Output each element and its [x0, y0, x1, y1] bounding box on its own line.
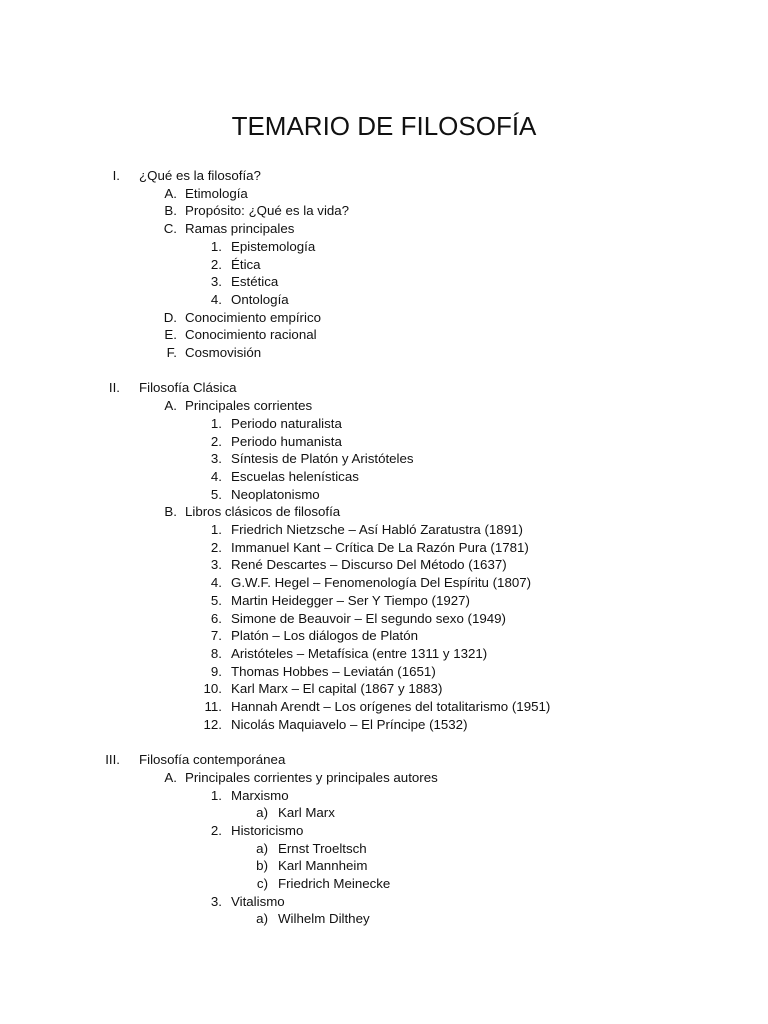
- subsection-text: Conocimiento empírico: [185, 309, 321, 325]
- item-text: Friedrich Nietzsche – Así Habló Zaratustra (1891): [231, 522, 523, 537]
- subsection-marker: C.: [163, 221, 177, 237]
- item-text: Aristóteles – Metafísica (entre 1311 y 1321): [231, 645, 488, 661]
- subsection-text: Etimología: [185, 185, 248, 201]
- item-text: Vitalismo: [231, 893, 285, 909]
- section-text: ¿Qué es la filosofía?: [139, 168, 261, 183]
- item-text: Marxismo: [231, 787, 289, 803]
- item-text: Nicolás Maquiavelo – El Príncipe (1532): [231, 716, 468, 732]
- item-text: Epistemología: [231, 238, 316, 254]
- subsection-marker: F.: [166, 345, 177, 360]
- item-marker: 3.: [210, 893, 222, 909]
- subsection-marker: B.: [164, 203, 177, 219]
- subitem-marker: a): [256, 840, 268, 856]
- item-marker: 9.: [210, 663, 222, 679]
- item-marker: 5.: [210, 592, 222, 608]
- item-text: Thomas Hobbes – Leviatán (1651): [231, 663, 436, 679]
- subsection-text: Conocimiento racional: [185, 327, 317, 343]
- subsection-marker: E.: [164, 327, 177, 343]
- item-text: Periodo naturalista: [231, 415, 342, 431]
- subsection-marker: A.: [164, 398, 177, 414]
- item-marker: 3.: [210, 451, 222, 467]
- item-marker: 2.: [210, 433, 222, 449]
- subsection-text: Principales corrientes y principales autores: [185, 769, 438, 785]
- section-text: Filosofía Clásica: [139, 380, 237, 396]
- item-text: Escuelas helenísticas: [231, 468, 359, 484]
- item-marker: 2.: [210, 822, 222, 838]
- item-marker: 11.: [204, 699, 222, 714]
- subsection-text: Principales corrientes: [185, 398, 313, 414]
- item-marker: 7.: [210, 628, 222, 644]
- item-text: G.W.F. Hegel – Fenomenología Del Espíritu (1807): [231, 575, 532, 591]
- subsection-marker: A.: [164, 769, 177, 785]
- item-marker: 4.: [210, 291, 222, 307]
- item-marker: 1.: [210, 238, 222, 254]
- subitem-text: Karl Marx: [278, 805, 335, 821]
- item-marker: 2.: [210, 539, 222, 555]
- subitem-text: Karl Mannheim: [278, 858, 368, 874]
- subsection-text: Ramas principales: [185, 221, 295, 237]
- item-marker: 1.: [210, 787, 222, 803]
- subitem-text: Friedrich Meinecke: [278, 876, 391, 891]
- item-text: Platón – Los diálogos de Platón: [231, 628, 419, 644]
- subitem-marker: a): [256, 805, 268, 821]
- item-text: Simone de Beauvoir – El segundo sexo (1949): [231, 610, 506, 626]
- item-marker: 2.: [210, 256, 222, 272]
- subsection-marker: D.: [163, 309, 177, 325]
- item-text: Hannah Arendt – Los orígenes del totalitarismo (1951): [231, 699, 551, 714]
- section-marker: II.: [108, 380, 120, 396]
- item-text: Ética: [231, 256, 261, 272]
- item-marker: 4.: [210, 468, 222, 484]
- subsection-marker: A.: [164, 185, 177, 201]
- item-text: Periodo humanista: [231, 433, 342, 449]
- item-text: René Descartes – Discurso Del Método (1637): [231, 557, 507, 573]
- item-marker: 5.: [210, 486, 222, 502]
- item-marker: 12.: [203, 716, 222, 732]
- subitem-text: Ernst Troeltsch: [278, 840, 367, 856]
- item-text: Historicismo: [231, 822, 304, 838]
- section-marker: III.: [105, 752, 120, 768]
- subsection-text: Propósito: ¿Qué es la vida?: [185, 203, 350, 219]
- item-marker: 6.: [210, 610, 222, 626]
- item-text: Martin Heidegger – Ser Y Tiempo (1927): [231, 592, 470, 608]
- item-text: Neoplatonismo: [231, 486, 320, 502]
- item-text: Estética: [231, 274, 279, 290]
- section-text: Filosofía contemporánea: [139, 752, 286, 768]
- item-text: Ontología: [231, 291, 289, 307]
- document-title: TEMARIO DE FILOSOFÍA: [231, 111, 537, 141]
- item-text: Karl Marx – El capital (1867 y 1883): [231, 681, 443, 697]
- item-marker: 4.: [210, 575, 222, 591]
- item-marker: 8.: [210, 645, 222, 661]
- subitem-text: Wilhelm Dilthey: [278, 911, 370, 927]
- item-text: Síntesis de Platón y Aristóteles: [231, 451, 414, 467]
- subsection-marker: B.: [164, 504, 177, 520]
- item-marker: 3.: [210, 274, 222, 290]
- subitem-marker: a): [256, 911, 268, 927]
- subitem-marker: b): [256, 858, 268, 874]
- section-marker: I.: [112, 168, 120, 183]
- item-text: Immanuel Kant – Crítica De La Razón Pura (1781): [231, 539, 529, 555]
- subitem-marker: c): [256, 876, 268, 891]
- subsection-text: Libros clásicos de filosofía: [185, 504, 341, 520]
- item-marker: 3.: [210, 557, 222, 573]
- item-marker: 1.: [210, 522, 222, 537]
- item-marker: 1.: [210, 415, 222, 431]
- subsection-text: Cosmovisión: [185, 345, 262, 360]
- item-marker: 10.: [203, 681, 222, 697]
